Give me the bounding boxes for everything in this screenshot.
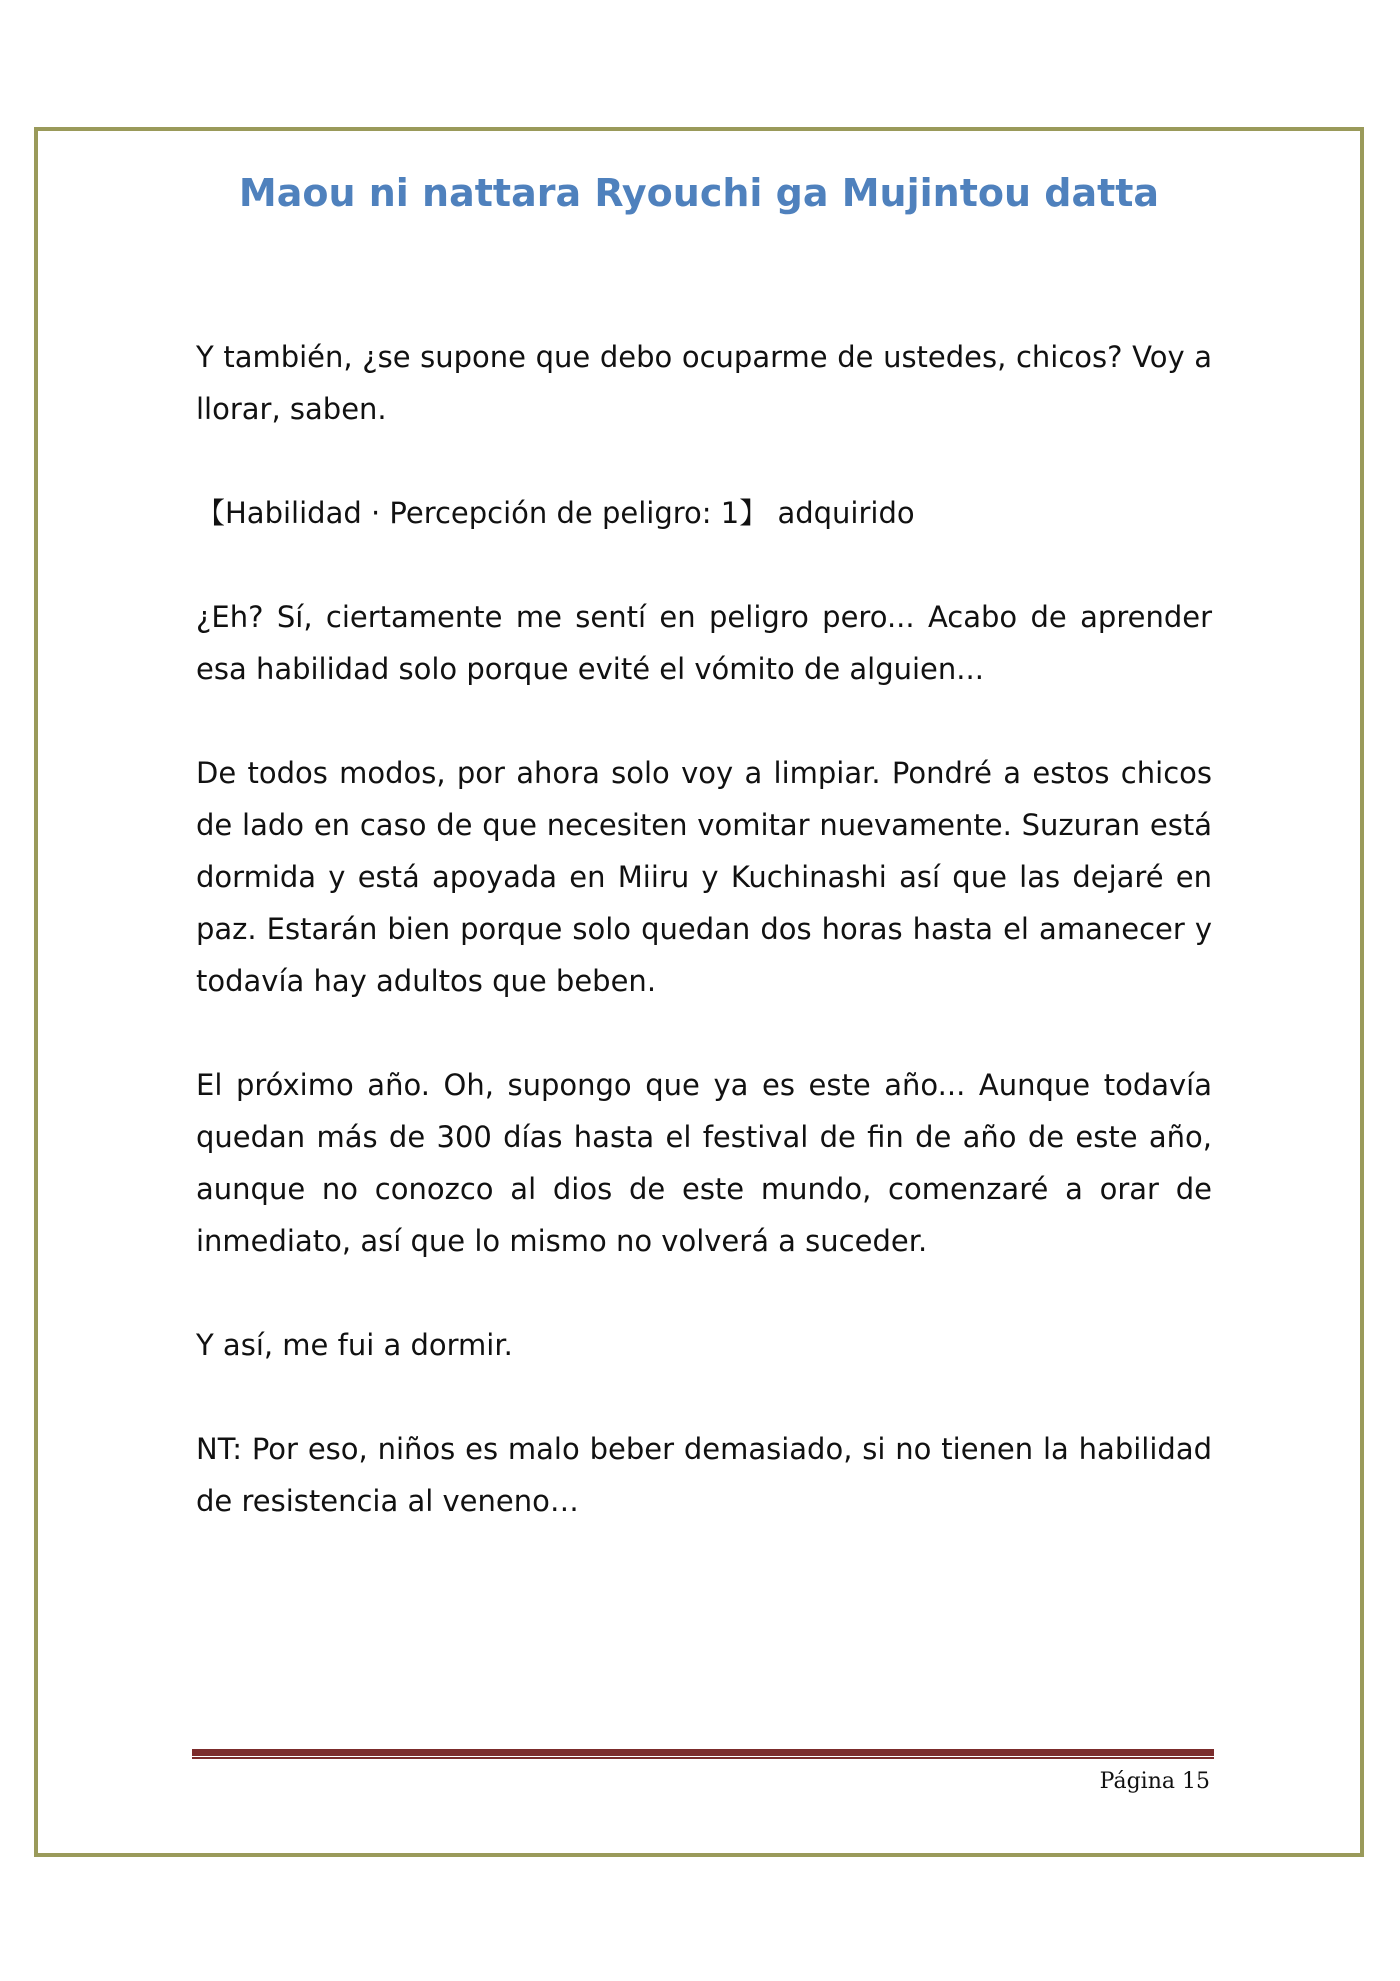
footer-rule bbox=[192, 1749, 1214, 1759]
page-number: Página 15 bbox=[1099, 1769, 1210, 1794]
paragraph-4: De todos modos, por ahora solo voy a limpiar. Pondré a estos chicos de lado en caso de que necesiten vomitar nuevamente. Suzuran está dormida y está apoyada en Miiru y Kuchinashi así que las dejaré en paz. Estarán bien porque solo quedan dos horas hasta el amanecer y todavía hay adultos que beben. bbox=[196, 756, 1212, 998]
paragraph-1: Y también, ¿se supone que debo ocuparme de ustedes, chicos? Voy a llorar, saben. bbox=[196, 340, 1212, 426]
paragraph-3: ¿Eh? Sí, ciertamente me sentí en peligro pero... Acabo de aprender esa habilidad solo porque evité el vómito de alguien... bbox=[196, 600, 1212, 686]
paragraph-2: 【Habilidad · Percepción de peligro: 1】 adquirido bbox=[196, 496, 915, 530]
paragraph-6: Y así, me fui a dormir. bbox=[196, 1328, 513, 1362]
body-text bbox=[196, 331, 1212, 1579]
page-frame bbox=[34, 127, 1364, 1857]
document-title: Maou ni nattara Ryouchi ga Mujintou datta bbox=[238, 171, 1160, 215]
paragraph-5: El próximo año. Oh, supongo que ya es este año... Aunque todavía quedan más de 300 días hasta el festival de fin de año de este año, aunque no conozco al dios de este mundo, comenzaré a orar de inmediato, así que lo mismo no volverá a suceder. bbox=[196, 1068, 1212, 1258]
paragraph-7: NT: Por eso, niños es malo beber demasiado, si no tienen la habilidad de resistencia al veneno… bbox=[196, 1432, 1212, 1518]
